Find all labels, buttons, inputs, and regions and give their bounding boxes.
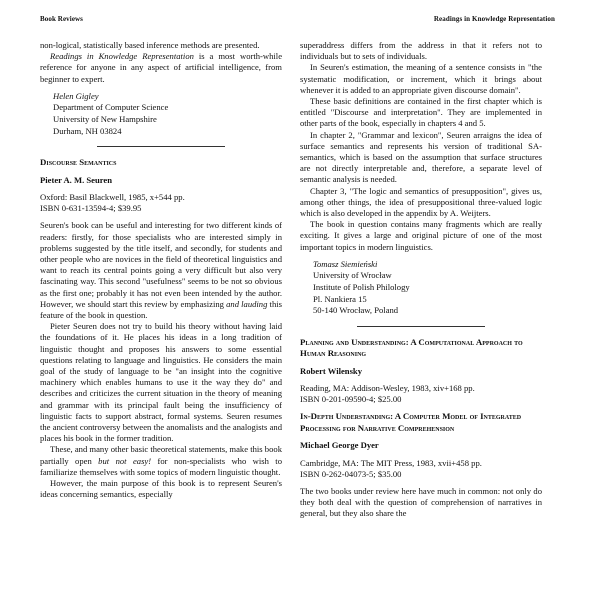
body-paragraph: These, and many other basic theoretical statements, make this book partially open but not easy! for non-specialists who wish to familiarize themselves with some topics of modern linguistic thought. [40, 444, 282, 477]
review-title: Discourse Semantics [40, 157, 117, 168]
publication-info: Cambridge, MA: The MIT Press, 1983, xvii+458 pp. ISBN 0-262-04073-5; $35.00 [300, 457, 482, 479]
publication-info: Oxford: Basil Blackwell, 1985, x+544 pp. ISBN 0-631-13594-4; $39.95 [40, 191, 185, 214]
right-column [300, 40, 542, 520]
reviewer-name: Helen Gigley [53, 90, 99, 101]
section-divider [97, 146, 225, 147]
left-column [40, 40, 282, 500]
publication-info: Reading, MA: Addison-Wesley, 1983, xiv+168 pp. ISBN 0-201-09590-4; $25.00 [300, 383, 475, 405]
body-paragraph: In Seuren's estimation, the meaning of a sentence consists in "the systematic modification, or increment, which it brings about whenever it is added to an appropriate given discourse domain". [300, 62, 542, 95]
review-author: Robert Wilensky [300, 365, 362, 376]
body-paragraph: In chapter 2, "Grammar and lexicon", Seuren arraigns the idea of surface semantics and represents his version of traditional SA-semantics, which is based on the assumption that surface structures are not directly interpretable and, therefore, a separate level of semantic analysis is needed. [300, 129, 542, 185]
body-paragraph: These basic definitions are contained in the first chapter which is entitled "Discourse and interpretation". They are implemented in other parts of the book, especially in chapters 4 and 5. [300, 96, 542, 129]
body-paragraph: The two books under review here have much in common: not only do they both deal with the question of comprehension of narratives in general, but they also share the [300, 486, 542, 519]
body-paragraph: Seuren's book can be useful and interesting for two different kinds of readers: firstly, for those specialists who are interested simply in problems suggested by the title itself, and secondly, for students and other people who are novices in the field of theoretical linguistics and want to reach its central points going a very difficult but also very fascinating way. This second "usefulness" seems to be not so obvious as the first one; probably it has not even been intended by the author. However, we should start this review by emphasizing and lauding this feature of the book in question. [40, 220, 282, 320]
body-paragraph: Pieter Seuren does not try to build his theory without having laid the foundations of it. He places his ideas in a long tradition of linguistic thought and proposes his answers to some essential questions relating to language and linguistics. He considers the main goal of the study of language to be "an insight into the cognitive machinery which enables humans to use it the way they do" and describes and criticizes the current situation in the theory of meaning and grammar with its principal fault being the insufficiency of linguistic facts to support abstract, formal systems. Seuren resumes the ancient controversy between the anomalists and the analogists and places his book in the former tradition. [40, 321, 282, 444]
closing-paragraph: Readings in Knowledge Representation is a most worth-while reference for anyone in any aspect of artificial intelligence, from beginner to expert. [40, 51, 283, 84]
running-head-right: Readings in Knowledge Representation [433, 15, 555, 23]
section-divider [357, 326, 485, 327]
reviewer-signature: Tomasz Siemieński University of Wrocław Institute of Polish Philology Pl. Nankiera 15 50-140 Wrocław, Poland [300, 259, 542, 317]
reviewer-signature: Helen Gigley Department of Computer Science University of New Hampshire Durham, NH 03824 [40, 91, 282, 137]
running-head-left: Book Reviews [40, 15, 84, 23]
continued-text: superaddress differs from the address in that it refers not to individuals but to sets of individuals. [300, 40, 542, 62]
body-paragraph: Chapter 3, "The logic and semantics of presupposition", gives us, among other things, the idea of presuppositional three-valued logic which is also developed in the appendix by A. Weijters. [300, 185, 542, 219]
reviewer-name: Tomasz Siemieński [313, 258, 378, 269]
book-title-italic: Readings in Knowledge Representation [50, 51, 194, 62]
continued-text: non-logical, statistically based inference methods are presented. [40, 40, 260, 50]
body-paragraph: The book in question contains many fragments which are really exciting. It gives a large and original picture of one of the most important topics in modern linguistics. [300, 219, 542, 252]
review-title: Planning and Understanding: A Computational Approach to Human Reasoning [300, 336, 523, 359]
review-author: Michael George Dyer [300, 440, 379, 451]
review-title: In-Depth Understanding: A Computer Model of Integrated Processing for Narrative Comprehension [300, 411, 522, 433]
body-paragraph: However, the main purpose of this book is to represent Seuren's ideas concerning semantics, especially [40, 477, 282, 500]
review-author: Pieter A. M. Seuren [40, 174, 112, 185]
